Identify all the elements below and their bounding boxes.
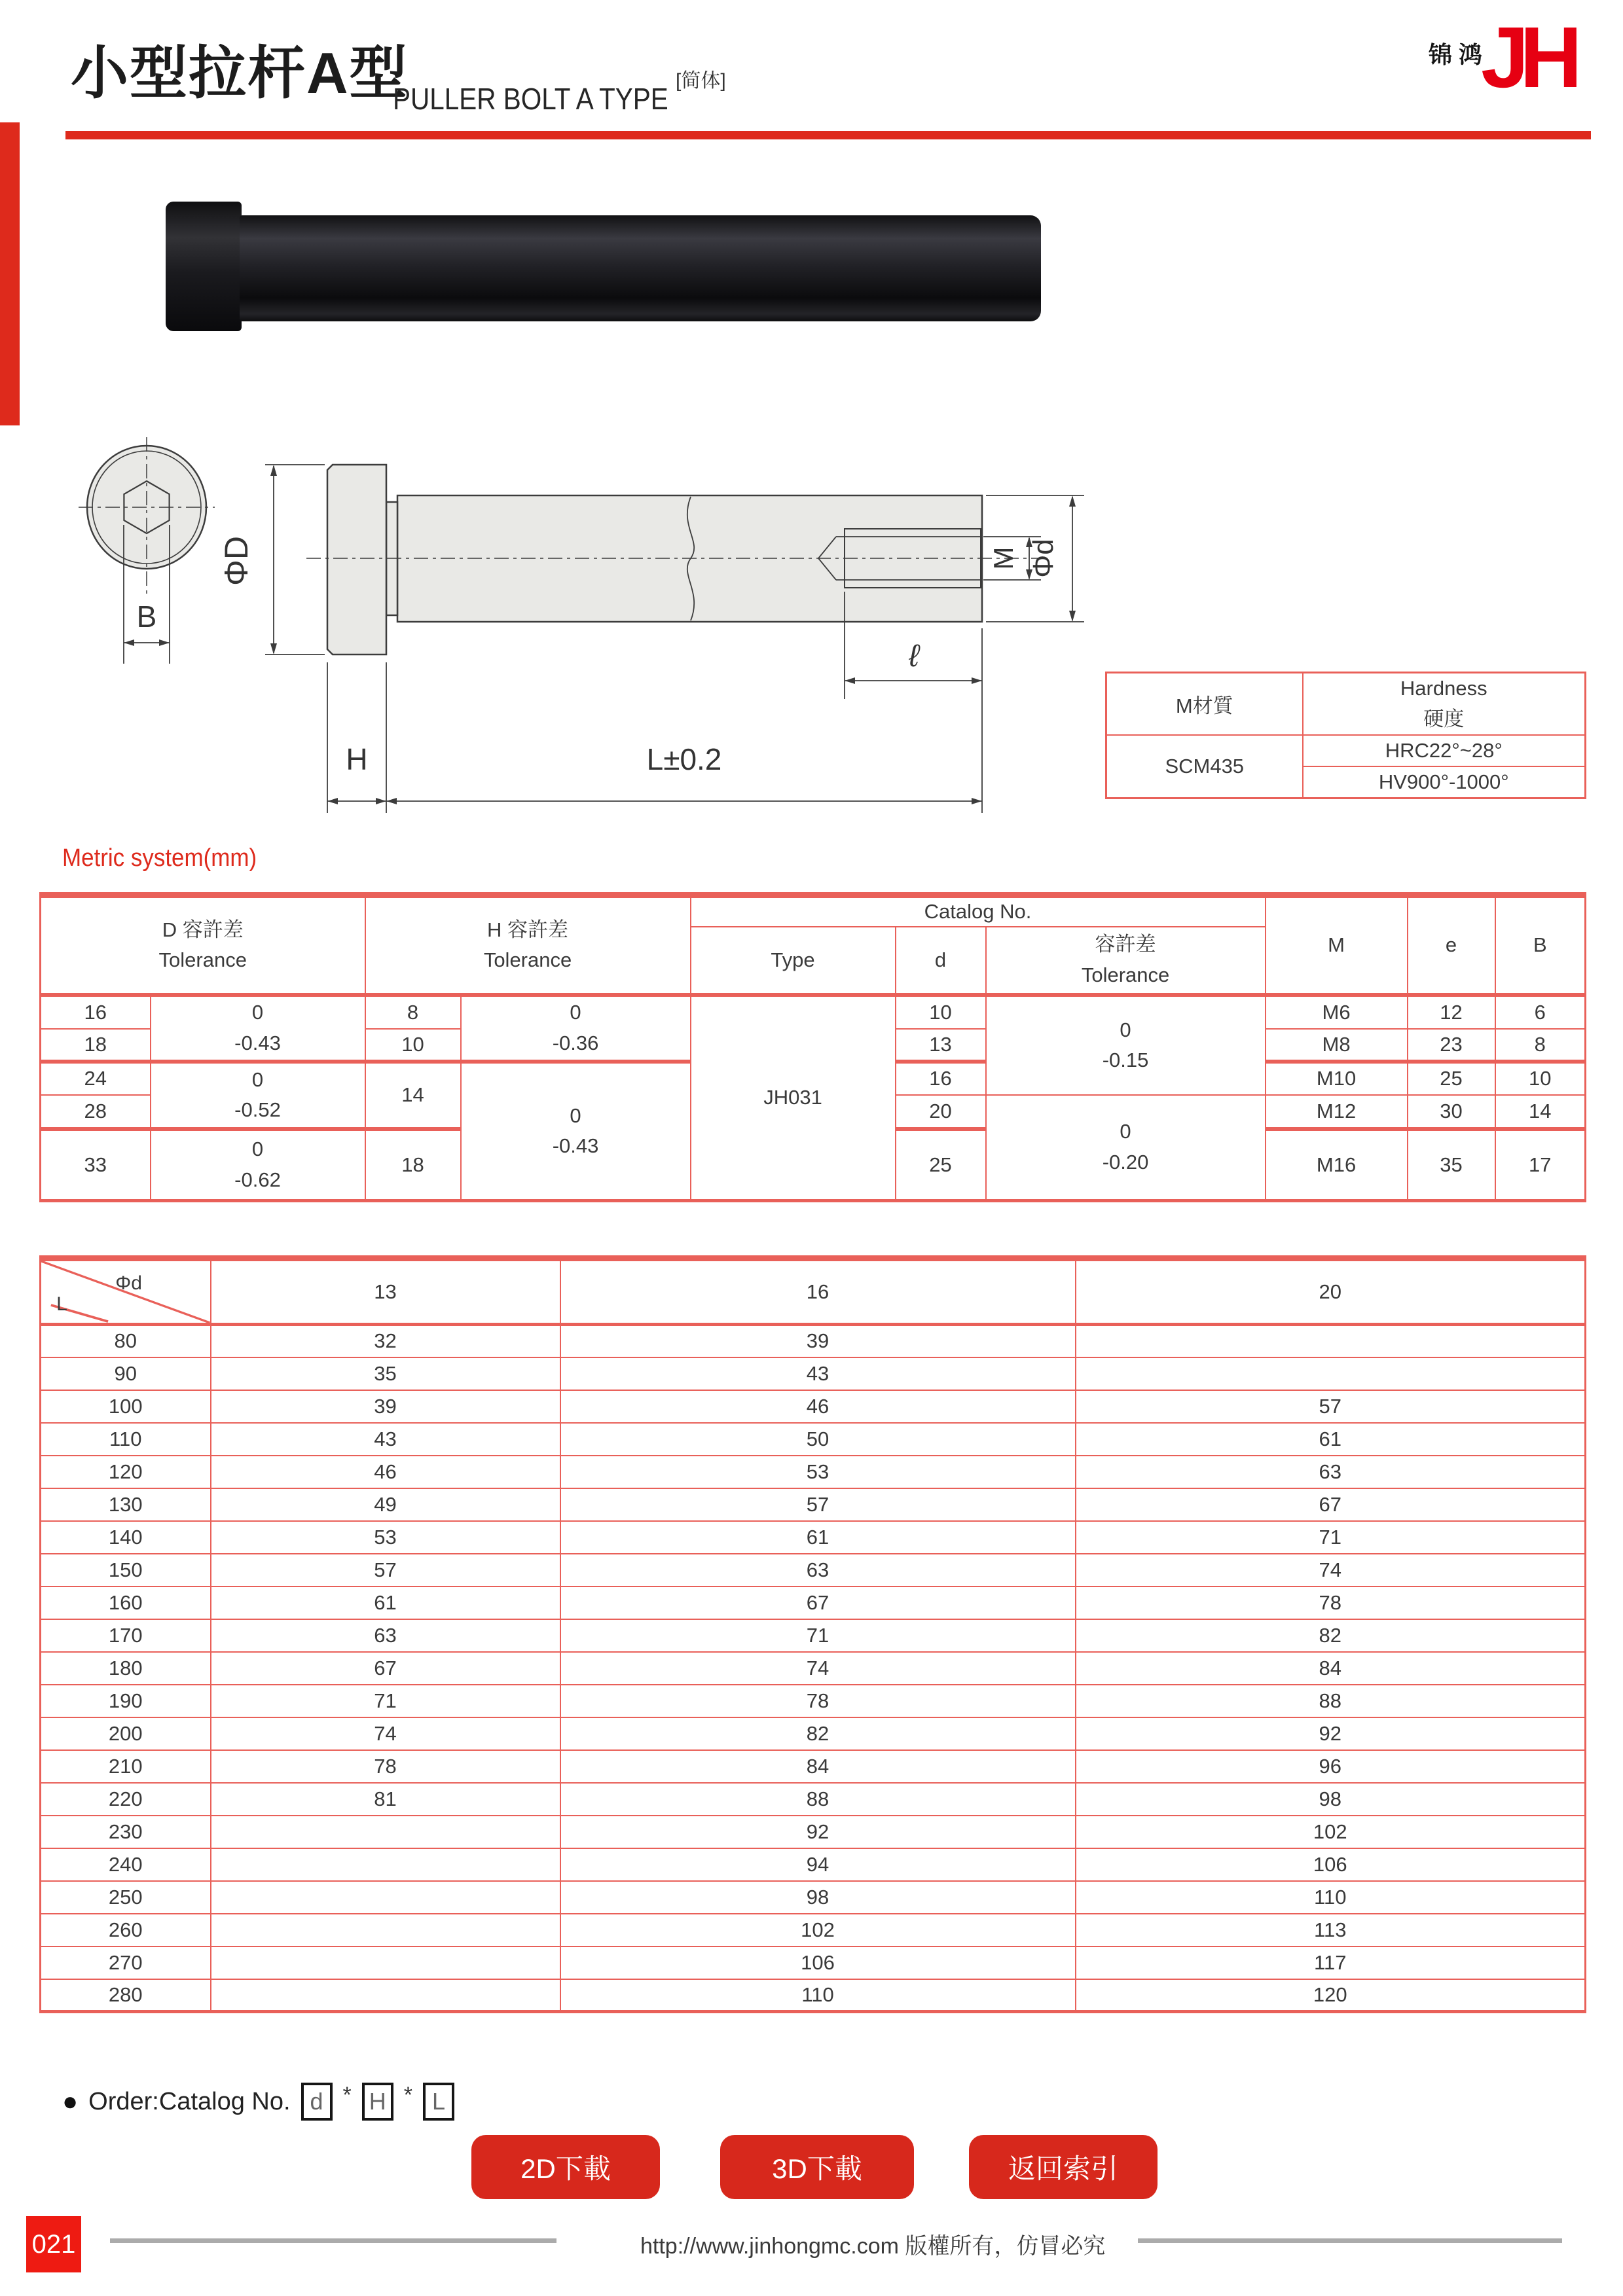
side-view (306, 465, 1042, 655)
length-value-cell: 82 (560, 1717, 1076, 1750)
length-value-cell: 78 (560, 1685, 1076, 1717)
length-value-cell: 67 (560, 1587, 1076, 1619)
spec-cell: 12 (1408, 995, 1495, 1029)
length-value-cell: 106 (1076, 1848, 1586, 1881)
length-L-cell: 200 (41, 1717, 211, 1750)
length-value-cell: 78 (211, 1750, 560, 1783)
footer-divider-right (1138, 2238, 1562, 2243)
variant-tag: [简体] (676, 70, 726, 92)
length-value-cell: 110 (560, 1979, 1076, 2012)
length-value-cell: 63 (560, 1554, 1076, 1587)
dim-label-B: B (136, 600, 157, 634)
length-value-cell: 120 (1076, 1979, 1586, 2012)
length-value-cell: 110 (1076, 1881, 1586, 1914)
left-accent-bar (0, 122, 20, 425)
material-table (1105, 672, 1586, 799)
spec-header-type: Type (691, 927, 896, 995)
hardness-hv: HV900°-1000° (1303, 766, 1586, 798)
length-L-cell: 100 (41, 1390, 211, 1423)
length-L-cell: 80 (41, 1325, 211, 1357)
length-value-cell: 43 (211, 1423, 560, 1456)
length-value-cell: 102 (560, 1914, 1076, 1946)
spec-cell: 20 (896, 1095, 986, 1129)
spec-cell: 0 -0.15 (986, 995, 1266, 1095)
length-table-corner: Φd L (41, 1259, 211, 1325)
dim-label-phid: Φd (1027, 539, 1059, 578)
material-header: M材質 (1106, 673, 1303, 736)
spec-cell: 28 (41, 1095, 151, 1129)
page-title: 小型拉杆A型 (71, 41, 409, 105)
dim-label-L: L±0.2 (646, 742, 722, 776)
end-view (79, 437, 215, 597)
header-rule (65, 131, 1591, 139)
technical-drawing (39, 406, 1126, 831)
metric-system-label: Metric system(mm) (62, 844, 257, 872)
spec-cell: 14 (365, 1062, 461, 1129)
spec-cell: 14 (1495, 1095, 1586, 1129)
length-L-cell: 180 (41, 1652, 211, 1685)
product-photo-head (166, 202, 242, 331)
spec-cell: 24 (41, 1062, 151, 1095)
order-box-L: L (423, 2083, 454, 2121)
length-table-row (41, 1783, 1586, 1816)
length-value-cell: 88 (560, 1783, 1076, 1816)
spec-cell: 6 (1495, 995, 1586, 1029)
length-value-cell: 71 (1076, 1521, 1586, 1554)
length-value-cell (1076, 1357, 1586, 1390)
length-table-row (41, 1652, 1586, 1685)
dim-label-phiD: ΦD (218, 535, 255, 586)
length-value-cell (211, 1848, 560, 1881)
spec-header-H-tolerance: H 容許差 Tolerance (365, 895, 691, 995)
length-table-row (41, 1390, 1586, 1423)
length-value-cell: 53 (211, 1521, 560, 1554)
hardness-header: Hardness 硬度 (1303, 673, 1586, 736)
spec-cell: 18 (41, 1029, 151, 1062)
length-value-cell: 113 (1076, 1914, 1586, 1946)
length-col-20: 20 (1076, 1259, 1586, 1325)
length-table-row (41, 1488, 1586, 1521)
length-table-row (41, 1521, 1586, 1554)
length-value-cell: 57 (1076, 1390, 1586, 1423)
order-separator: * (403, 2082, 413, 2108)
spec-cell: 33 (41, 1129, 151, 1201)
length-value-cell (211, 1881, 560, 1914)
length-value-cell: 61 (560, 1521, 1076, 1554)
length-value-cell: 92 (560, 1816, 1076, 1848)
order-box-d: d (301, 2083, 333, 2121)
spec-header-B: B (1495, 895, 1586, 995)
length-L-cell: 240 (41, 1848, 211, 1881)
length-table-row (41, 1914, 1586, 1946)
length-table-body (41, 1325, 1586, 2012)
bullet-icon: ● (62, 2087, 79, 2116)
length-L-cell: 160 (41, 1587, 211, 1619)
length-L-cell: 280 (41, 1979, 211, 2012)
footer-divider-left (110, 2238, 556, 2243)
order-label: Order:Catalog No. (88, 2087, 291, 2115)
length-L-cell: 220 (41, 1783, 211, 1816)
spec-cell: 16 (896, 1062, 986, 1095)
dim-label-M: M (988, 547, 1019, 570)
length-col-16: 16 (560, 1259, 1076, 1325)
length-value-cell: 74 (211, 1717, 560, 1750)
order-row (62, 2083, 454, 2121)
length-value-cell: 74 (560, 1652, 1076, 1685)
download-2d-button[interactable]: 2D下載 (471, 2135, 660, 2199)
length-value-cell: 106 (560, 1946, 1076, 1979)
length-L-cell: 190 (41, 1685, 211, 1717)
length-value-cell (211, 1979, 560, 2012)
spec-cell: 0 -0.20 (986, 1095, 1266, 1201)
length-value-cell: 67 (1076, 1488, 1586, 1521)
length-table-row (41, 1325, 1586, 1357)
length-table-row (41, 1423, 1586, 1456)
order-separator: * (342, 2082, 352, 2108)
length-L-cell: 140 (41, 1521, 211, 1554)
length-value-cell: 39 (211, 1390, 560, 1423)
length-value-cell: 71 (560, 1619, 1076, 1652)
length-value-cell: 92 (1076, 1717, 1586, 1750)
length-value-cell: 46 (211, 1456, 560, 1488)
length-table-row (41, 1750, 1586, 1783)
spec-cell: M12 (1266, 1095, 1408, 1129)
spec-cell: 10 (1495, 1062, 1586, 1095)
jh-logo: JH (1481, 9, 1573, 105)
length-table (39, 1255, 1586, 2013)
page-number-badge: 021 (26, 2216, 81, 2272)
length-L-cell: 210 (41, 1750, 211, 1783)
length-value-cell: 117 (1076, 1946, 1586, 1979)
spec-cell: 8 (365, 995, 461, 1029)
length-table-row (41, 1357, 1586, 1390)
length-value-cell: 82 (1076, 1619, 1586, 1652)
length-L-cell: 150 (41, 1554, 211, 1587)
length-value-cell: 63 (211, 1619, 560, 1652)
spec-header-d: d (896, 927, 986, 995)
length-value-cell: 46 (560, 1390, 1076, 1423)
spec-cell: 8 (1495, 1029, 1586, 1062)
length-value-cell: 88 (1076, 1685, 1586, 1717)
length-value-cell (211, 1816, 560, 1848)
logo-cn-text: 锦鸿 (1429, 41, 1489, 68)
spec-cell: 0 -0.52 (151, 1062, 365, 1129)
spec-cell: 25 (896, 1129, 986, 1201)
length-value-cell: 35 (211, 1357, 560, 1390)
length-value-cell (211, 1914, 560, 1946)
spec-header-d-tolerance: 容許差 Tolerance (986, 927, 1266, 995)
length-value-cell: 53 (560, 1456, 1076, 1488)
spec-cell: 10 (365, 1029, 461, 1062)
length-L-cell: 90 (41, 1357, 211, 1390)
length-value-cell (1076, 1325, 1586, 1357)
length-L-cell: 250 (41, 1881, 211, 1914)
back-to-index-button[interactable]: 返回索引 (969, 2135, 1158, 2199)
length-table-row (41, 1587, 1586, 1619)
length-value-cell: 81 (211, 1783, 560, 1816)
spec-cell: 35 (1408, 1129, 1495, 1201)
length-table-row (41, 1554, 1586, 1587)
spec-table (39, 892, 1586, 1202)
length-table-row (41, 1946, 1586, 1979)
length-value-cell: 96 (1076, 1750, 1586, 1783)
length-L-cell: 110 (41, 1423, 211, 1456)
spec-cell: 0 -0.43 (461, 1062, 691, 1201)
spec-cell: M6 (1266, 995, 1408, 1029)
length-value-cell: 50 (560, 1423, 1076, 1456)
length-value-cell: 57 (560, 1488, 1076, 1521)
page-title-en: PULLER BOLT A TYPE (393, 82, 668, 116)
length-value-cell: 84 (1076, 1652, 1586, 1685)
length-value-cell: 74 (1076, 1554, 1586, 1587)
length-value-cell: 39 (560, 1325, 1076, 1357)
spec-header-M: M (1266, 895, 1408, 995)
spec-cell: 25 (1408, 1062, 1495, 1095)
spec-cell: 13 (896, 1029, 986, 1062)
length-value-cell: 63 (1076, 1456, 1586, 1488)
length-L-cell: 120 (41, 1456, 211, 1488)
spec-cell: M10 (1266, 1062, 1408, 1095)
length-table-row (41, 1881, 1586, 1914)
length-value-cell: 43 (560, 1357, 1076, 1390)
length-table-row (41, 1619, 1586, 1652)
length-value-cell: 57 (211, 1554, 560, 1587)
spec-cell: 30 (1408, 1095, 1495, 1129)
length-col-13: 13 (211, 1259, 560, 1325)
length-value-cell (211, 1946, 560, 1979)
length-value-cell: 71 (211, 1685, 560, 1717)
product-photo-body (240, 215, 1041, 321)
dim-label-H: H (346, 742, 368, 776)
download-3d-button[interactable]: 3D下載 (720, 2135, 914, 2199)
spec-header-e: e (1408, 895, 1495, 995)
material-value: SCM435 (1106, 735, 1303, 798)
dim-label-ell: ℓ (909, 639, 919, 673)
length-value-cell: 49 (211, 1488, 560, 1521)
length-value-cell: 61 (211, 1587, 560, 1619)
length-value-cell: 78 (1076, 1587, 1586, 1619)
length-L-cell: 170 (41, 1619, 211, 1652)
spec-cell: 10 (896, 995, 986, 1029)
length-L-cell: 260 (41, 1914, 211, 1946)
length-table-row (41, 1717, 1586, 1750)
length-value-cell: 94 (560, 1848, 1076, 1881)
length-table-row (41, 1979, 1586, 2012)
length-L-cell: 230 (41, 1816, 211, 1848)
length-value-cell: 61 (1076, 1423, 1586, 1456)
spec-cell: 18 (365, 1129, 461, 1201)
spec-cell: 23 (1408, 1029, 1495, 1062)
spec-cell-type: JH031 (691, 995, 896, 1201)
length-table-row (41, 1685, 1586, 1717)
length-table-row (41, 1816, 1586, 1848)
length-value-cell: 32 (211, 1325, 560, 1357)
length-value-cell: 102 (1076, 1816, 1586, 1848)
spec-cell: 16 (41, 995, 151, 1029)
footer-copyright: http://www.jinhongmc.com 版權所有，仿冒必究 (640, 2234, 1106, 2259)
length-table-row (41, 1848, 1586, 1881)
spec-cell: 0 -0.62 (151, 1129, 365, 1201)
order-box-H: H (362, 2083, 393, 2121)
spec-cell: 0 -0.36 (461, 995, 691, 1062)
spec-header-catalog: Catalog No. (691, 895, 1266, 927)
spec-header-D-tolerance: D 容許差 Tolerance (41, 895, 365, 995)
length-L-cell: 130 (41, 1488, 211, 1521)
hardness-hrc: HRC22°~28° (1303, 735, 1586, 766)
length-value-cell: 84 (560, 1750, 1076, 1783)
spec-cell: M8 (1266, 1029, 1408, 1062)
length-L-cell: 270 (41, 1946, 211, 1979)
spec-cell: M16 (1266, 1129, 1408, 1201)
length-table-row (41, 1456, 1586, 1488)
spec-cell: 17 (1495, 1129, 1586, 1201)
length-value-cell: 67 (211, 1652, 560, 1685)
length-value-cell: 98 (1076, 1783, 1586, 1816)
length-value-cell: 98 (560, 1881, 1076, 1914)
spec-cell: 0 -0.43 (151, 995, 365, 1062)
